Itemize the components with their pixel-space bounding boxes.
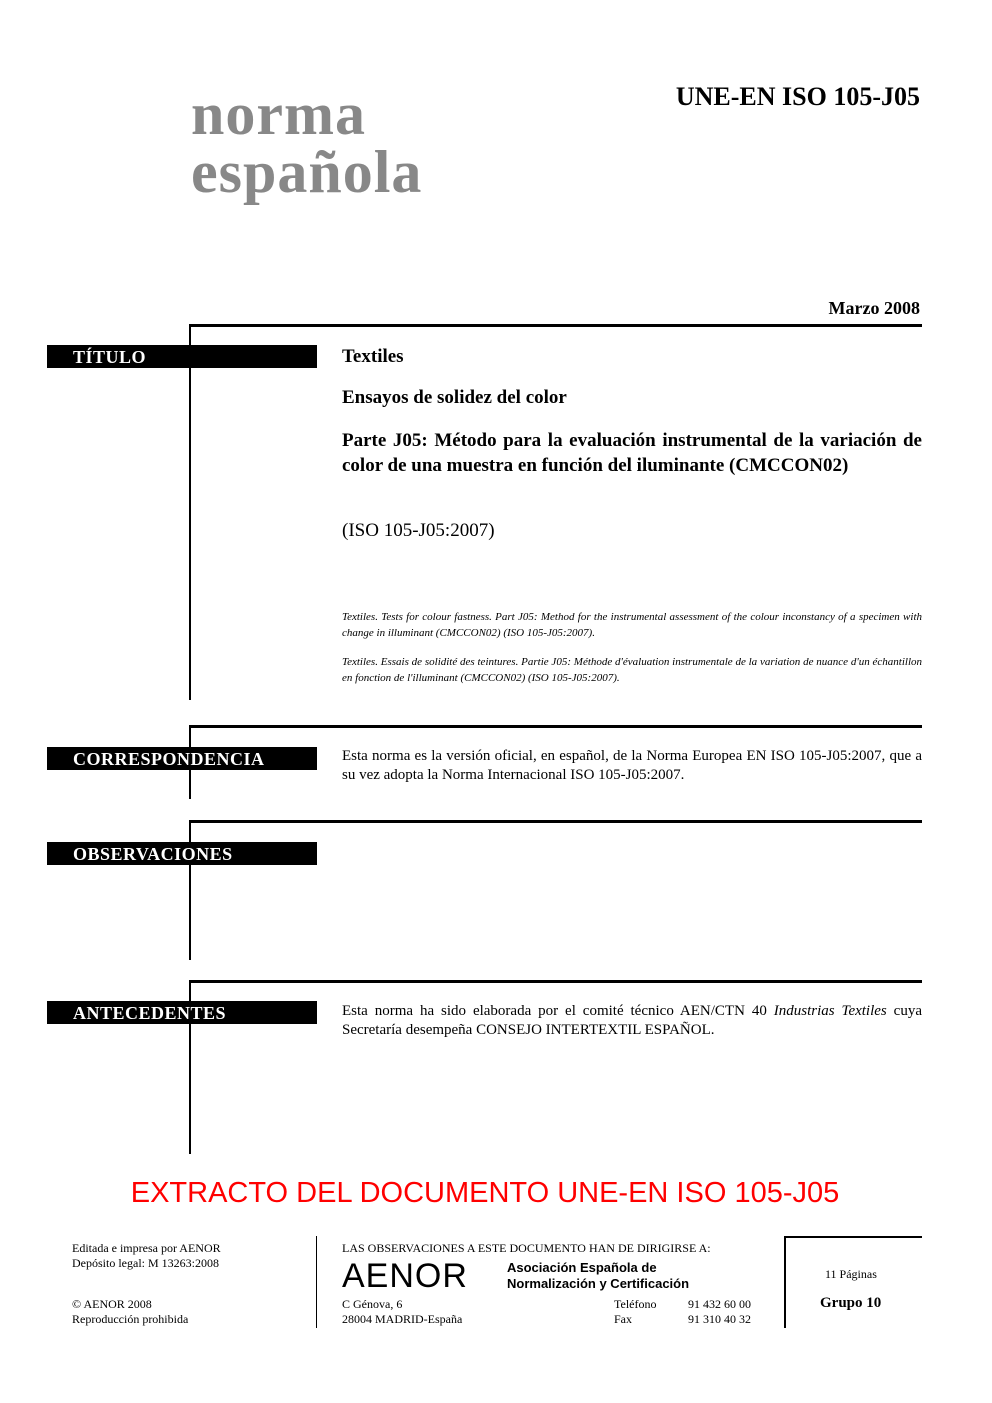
org-line-2: Normalización y Certificación bbox=[507, 1276, 690, 1291]
section-divider bbox=[189, 820, 922, 823]
french-title: Textiles. Essais de solidité des teintures. Partie J05: Méthode d'évaluation instrumentale de la variation de nuance d'un échantillon en fonction de l'illuminant (CMCCON02) (ISO 105-J05:2007). bbox=[342, 656, 922, 684]
title-line-1: Textiles bbox=[342, 346, 404, 367]
brand-line-1: norma bbox=[191, 81, 366, 147]
brand-line-2: española bbox=[191, 139, 423, 205]
section-divider bbox=[189, 725, 922, 728]
committee-name: Industrias Textiles bbox=[773, 1003, 887, 1019]
antecedentes-text bbox=[342, 1002, 922, 1040]
address-line-2: 28004 MADRID-España bbox=[342, 1312, 463, 1326]
page-count: 11 Páginas bbox=[825, 1267, 877, 1281]
observaciones-label: OBSERVACIONES bbox=[47, 842, 317, 865]
titulo-label: TÍTULO bbox=[47, 345, 317, 368]
pages-box-top bbox=[784, 1236, 922, 1238]
address-line-1: C Génova, 6 bbox=[342, 1297, 403, 1311]
edited-by: Editada e impresa por AENOR bbox=[72, 1241, 221, 1255]
footer-divider bbox=[316, 1236, 317, 1328]
aenor-org-name bbox=[507, 1260, 689, 1292]
correspondencia-label: CORRESPONDENCIA bbox=[47, 747, 317, 770]
price-group: Grupo 10 bbox=[820, 1295, 882, 1311]
phone-value: 91 432 60 00 bbox=[688, 1297, 751, 1311]
antecedentes-text-start: Esta norma ha sido elaborada por el comité técnico AEN/CTN 40 bbox=[342, 1003, 774, 1019]
extract-banner: EXTRACTO DEL DOCUMENTO UNE-EN ISO 105-J05 bbox=[130, 1177, 840, 1209]
observations-header: LAS OBSERVACIONES A ESTE DOCUMENTO HAN DE DIRIGIRSE A: bbox=[342, 1241, 711, 1255]
antecedentes-label: ANTECEDENTES bbox=[47, 1001, 317, 1024]
publication-date: Marzo 2008 bbox=[828, 298, 920, 318]
fax-value: 91 310 40 32 bbox=[688, 1312, 751, 1326]
section-vertical-rule bbox=[189, 820, 191, 960]
english-title: Textiles. Tests for colour fastness. Part J05: Method for the instrumental assessment of the colour inconstancy of a specimen with change in illuminant (CMCCON02) (ISO 105-J05:2007). bbox=[342, 611, 922, 639]
correspondencia-text: Esta norma es la versión oficial, en español, de la Norma Europea EN ISO 105-J05:2007, que a su vez adopta la Norma Internacional ISO 105-J05:2007. bbox=[342, 748, 922, 783]
section-vertical-rule bbox=[189, 324, 191, 700]
reproduction-notice: Reproducción prohibida bbox=[72, 1312, 189, 1326]
section-divider bbox=[189, 324, 922, 327]
org-line-1: Asociación Española de bbox=[507, 1260, 657, 1275]
fax-label: Fax bbox=[614, 1312, 632, 1326]
title-part: Parte J05: Método para la evaluación instrumental de la variación de color de una muestra en función del iluminante (CMCCON02) bbox=[342, 430, 922, 476]
iso-reference: (ISO 105-J05:2007) bbox=[342, 520, 495, 541]
section-divider bbox=[189, 980, 922, 983]
legal-deposit: Depósito legal: M 13263:2008 bbox=[72, 1256, 219, 1270]
standard-code: UNE-EN ISO 105-J05 bbox=[675, 82, 920, 111]
copyright: © AENOR 2008 bbox=[72, 1297, 152, 1311]
antecedentes-text-end: cuya Secretaría desempeña CONSEJO INTERTEXTIL ESPAÑOL. bbox=[342, 1003, 922, 1038]
pages-box-rule bbox=[784, 1236, 786, 1328]
phone-label: Teléfono bbox=[614, 1297, 657, 1311]
title-line-2: Ensayos de solidez del color bbox=[342, 387, 567, 408]
aenor-logo: AENOR bbox=[342, 1257, 468, 1295]
